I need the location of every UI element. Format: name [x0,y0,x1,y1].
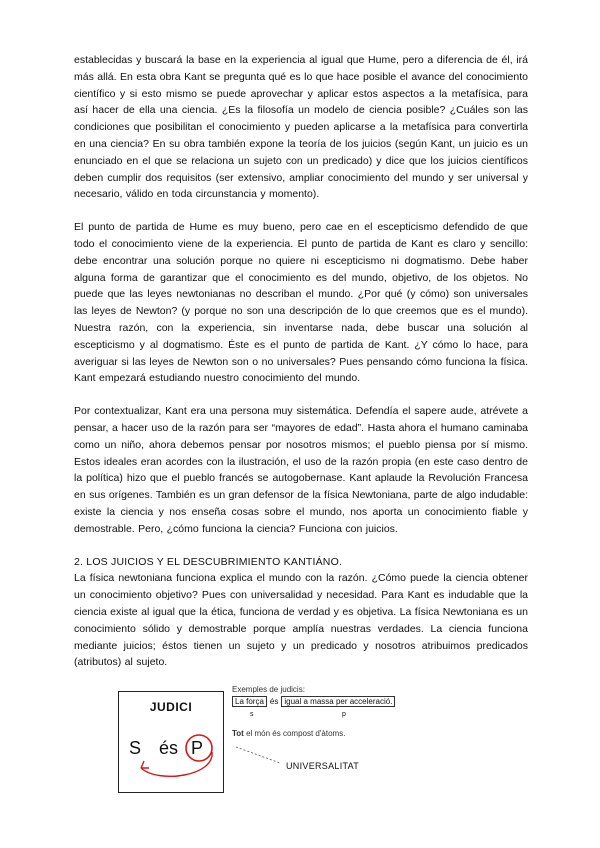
diagram-title: JUDICI [149,700,193,715]
copula-word: és [159,738,179,759]
section-heading: 2. LOS JUICIOS Y EL DESCUBRIMIENTO KANTIÁNO. [74,555,343,568]
example-sentence-rest: el món és compost d'àtoms. [243,729,346,739]
example-subject-box: La força [232,696,267,707]
subject-letter: S [129,738,142,759]
universality-label: UNIVERSALITAT [286,761,360,772]
paragraph-2: El punto de partida de Hume es muy bueno, pero cae en el escepticismo defendido de que todo el conocimiento viene de la experiencia. El punto de partida de Kant es claro y sencillo: debe encontrar una solución porque no quiere ni escepticismo ni dogmatismo. Debe haber alguna forma de garantizar que el conocimiento es del mundo, objetivo, de los objetos. No puede que las leyes newtonianas no describan el mundo. ¿Por qué (y cómo) son universales las leyes de Newton? (y porque no son una descripción de lo que creemos que es el mundo). Nuestra razón, con la experiencia, sin inventarse nada, debe buscar una solución al escepticismo y al dogmatismo. Éste es el punto de partida de Kant. ¿Y cómo lo hace, para averiguar si las leyes de Newton son o no universales? Pues pensando cómo funciona la física. Kant empezará estudiando nuestro conocimiento del mundo. [74,221,528,385]
examples-title: Exemples de judicis: [232,685,305,695]
judgment-figure [118,685,572,795]
paragraph-1: establecidas y buscará la base en la experiencia al igual que Hume, pero a diferencia de él, irá más allá. En esta obra Kant se pregunta qué es lo que hace posible el avance del conocimiento científico y si esto mismo se puede aprovechar y aplicar estos aspectos a la metafísica, para así hacer de ella una ciencia. ¿Es la filosofía un modelo de ciencia posible? ¿Cuáles son las condiciones que posibilitan el conocimiento y pueden aplicarse a la metafísica para convertirla en una ciencia? En su obra también expone la teoría de los juicios (según Kant, un juicio es un enunciado en el que se relaciona un sujeto con un predicado) y dice que los juicios científicos deben cumplir dos requisitos (ser extensivo, ampliar conocimiento del mundo y ser universal y necesario, válido en toda circunstancia y momento). [74,54,528,201]
arrow-head [141,761,149,768]
paragraph-4: La física newtoniana funciona explica el mundo con la razón. ¿Cómo puede la ciencia obtener un conocimiento objetivo? Pues con universalidad y necesidad. Para Kant es indudable que la ciencia existe al igual que la ética, funciona de verdad y es objetiva. La física Newtoniana es un conocimiento sólido y demostrable porque amplía nuestras verdades. La ciencia funciona mediante juicios; éstos tienen un sujeto y un predicado y nosotros atribuimos predicados (atributos) al sujeto. [74,572,528,669]
example-label-s: s [250,711,254,719]
predicate-letter: P [191,738,204,759]
paragraph-3: Por contextualizar, Kant era una persona muy sistemática. Defendía el sapere aude, atrévete a pensar, a hacer uso de la razón para ser “mayores de edad”. Hasta ahora el humano caminaba como un niño, ahora debemos pensar por nosotros mismos; el pueblo piensa por sí mismo. Estos ideales eran acordes con la ilustración, el uso de la razón propia (en este caso dentro de la política) hizo que el pueblo francés se autogobernase. Kant aplaude la Revolución Francesa en sus orígenes. También es un gran defensor de la física Newtoniana, parte de algo indudable: existe la ciencia y nos enseña cosas sobre el mundo, nos aporta un conocimiento fiable y demostrable. Pero, ¿cómo funciona la ciencia? Funciona con juicios. [74,405,528,535]
example-label-p: p [342,711,346,719]
judgment-diagram [118,691,224,793]
document-page [74,52,528,795]
example-sentence-bold: Tot [232,729,244,739]
example-copula: és [269,697,279,707]
pointer-line [236,747,280,763]
example-predicate-box: igual a massa per acceleració. [281,696,395,707]
